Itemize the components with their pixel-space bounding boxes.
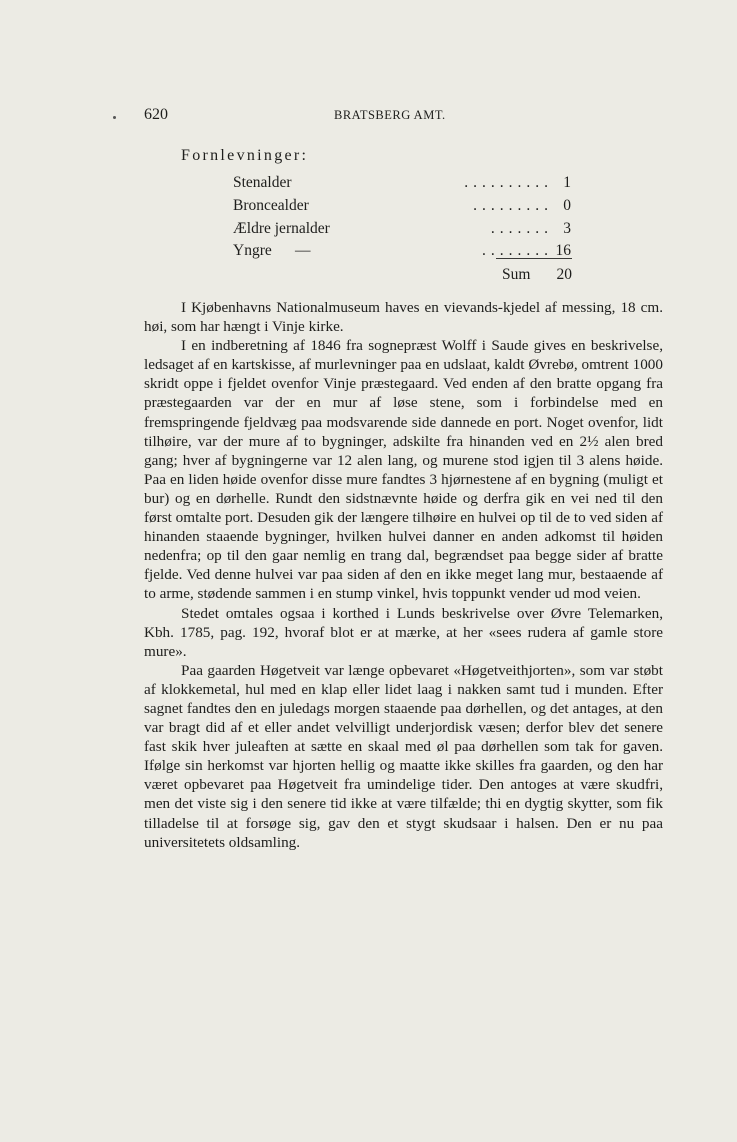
leader-dots: ........ (482, 242, 553, 260)
tally-label: Broncealder (233, 196, 309, 214)
tally-value: 16 (555, 242, 571, 260)
margin-dot (113, 116, 116, 119)
sum-value: 20 (556, 266, 572, 283)
tally-row (233, 172, 571, 195)
body-text (144, 298, 663, 852)
section-heading: Fornlevninger: (181, 147, 309, 164)
paragraph: Stedet omtales ogsaa i korthed i Lunds beskrivelse over Øvre Telemarken, Kbh. 1785, pag. 192, hvoraf blot er at mærke, at her «sees rudera af gamle store mure». (144, 604, 663, 660)
sum-label: Sum (502, 266, 531, 283)
tally-label: Stenalder (233, 174, 292, 191)
tally-label: Ældre jernalder (233, 219, 330, 237)
leader-dots: ......... (473, 196, 553, 214)
tally-row (233, 218, 571, 241)
leader-dots: .......... (464, 174, 553, 191)
tally-label: Yngre — (233, 242, 311, 260)
page-number: 620 (144, 106, 168, 123)
paragraph: I en indberetning af 1846 fra sognepræst Wolff i Saude gives en beskrivelse, ledsaget af en kartskisse, af murlevninger paa en udslaat, kaldt Øvrebø, omtrent 1000 skridt oppe i fjeldet ovenfor Vinje præstegaard. Ved enden af den bratte opgang fra præstegaarden var der en mur af løse stene, som i forbindelse med en fremspringende fjeldvæg paa modsvarende side dannede en port. Noget ovenfor, lidt tilhøire, var der mure af to bygninger, adskilte fra hinanden ved en 2½ alen bred gang; hver af bygningerne var 12 alen lang, og murene stod igjen til 3 alens høide. Paa en liden høide ovenfor disse mure fandtes 3 hjørnestene af en bygning (muligt et bur) og en dørhelle. Rundt den sidstnævnte høide og derfra gik en vei ned til den først omtalte port. Desuden gik der længere tilhøire en hulvei op til de to ved siden af hinanden staaende bygninger, hvilken hulvei danner en anden adkomst til høiden nedenfra; op til den gaar nemlig en trang dal, begrændset paa begge sider af bratte fjelde. Ved denne hulvei var paa siden af den en ikke meget lang mur, bestaaende af to arme, stødende sammen i en stump vinkel, hvis toppunkt vender ud mod veien. (144, 337, 663, 603)
tally-value: 3 (563, 219, 571, 237)
leader-dots: ....... (490, 219, 553, 237)
sum-rule (496, 258, 572, 259)
tally-value: 0 (563, 196, 571, 214)
paragraph: Paa gaarden Høgetveit var længe opbevaret «Høgetveithjorten», som var støbt af klokkemetal, hul med en klap eller lidet laag i nakken samt tud i munden. Efter sagnet fandtes den en juledags morgen staaende paa dørhellen, og det antages, at den var bragt did af et eller andet velvilligt underjordisk væsen; derfor blev det senere fast skik hver juleaften at sætte en skaal med øl paa dørhellen som tak for gaven. Ifølge sin herkomst var hjorten hellig og maatte ikke skilles fra gaarden, og den har været opbevaret paa Høgetveit fra umindelige tider. Den antoges at være skudfri, men det viste sig i den senere tid ikke at være tilfælde; thi en dygtig skytter, som fik tilladelse til at forsøge sig, gav den et stygt skudsaar i halsen. Den er nu paa universitetets oldsamling. (144, 661, 663, 851)
paragraph: I Kjøbenhavns Nationalmuseum haves en vievands-kjedel af messing, 18 cm. høi, som har hængt i Vinje kirke. (144, 299, 663, 336)
page-header (144, 106, 570, 130)
tally-row (233, 240, 571, 263)
running-title: BRATSBERG AMT. (334, 108, 446, 122)
tally-row (233, 195, 571, 218)
finds-tally (233, 172, 571, 263)
tally-value: 1 (563, 174, 571, 191)
